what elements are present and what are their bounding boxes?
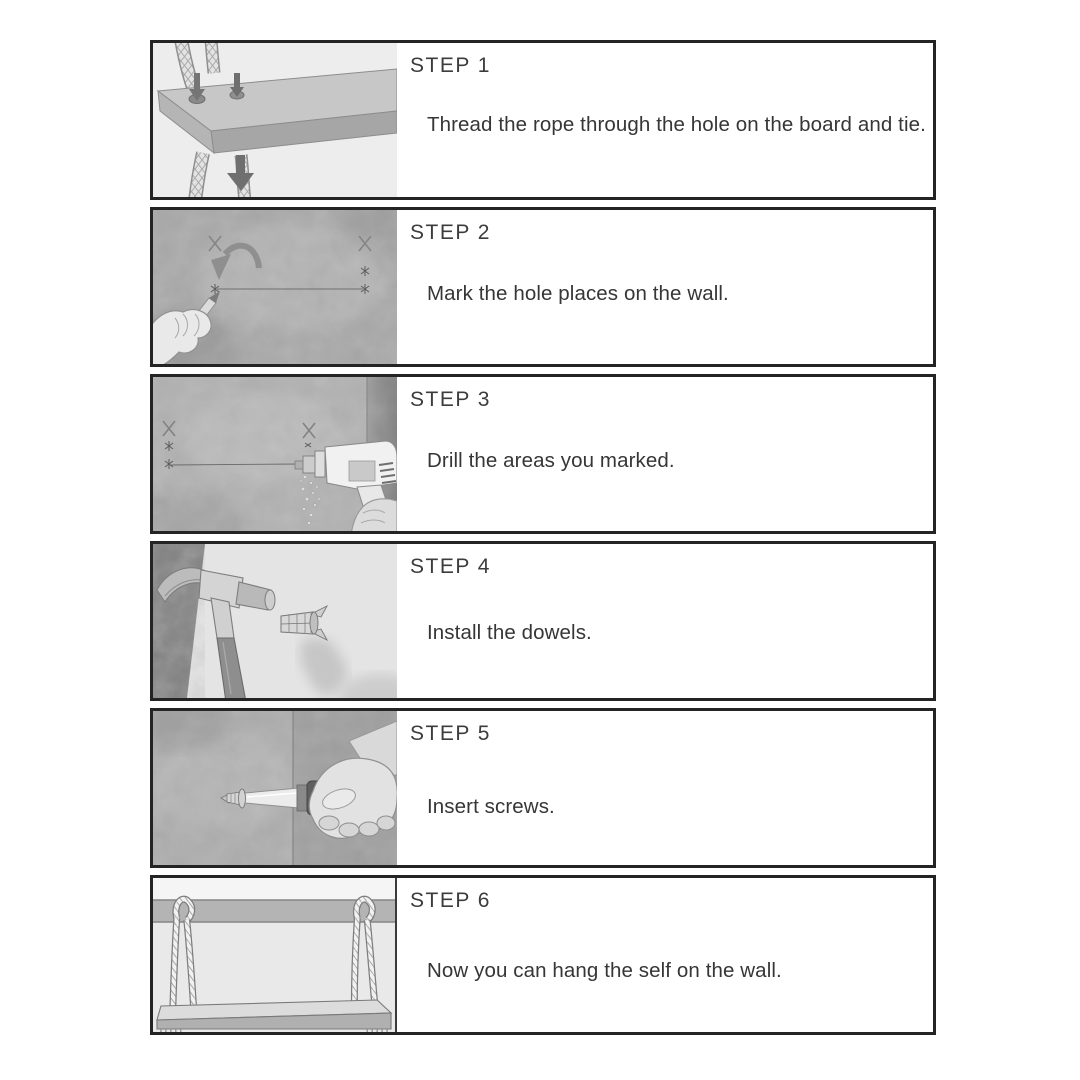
step-description: Thread the rope through the hole on the board and tie. xyxy=(427,113,926,136)
mark-wall-graphic xyxy=(153,210,397,364)
step-label: STEP 5 xyxy=(410,722,491,745)
step-1-illustration xyxy=(153,43,397,197)
shelf-board xyxy=(157,1000,391,1032)
step-description: Drill the areas you marked. xyxy=(427,449,675,472)
step-description: Install the dowels. xyxy=(427,621,592,644)
step-2-content xyxy=(397,210,933,364)
step-4-panel xyxy=(150,541,936,701)
steps-stack xyxy=(150,40,936,1035)
step-description: Insert screws. xyxy=(427,795,555,818)
step-description: Now you can hang the self on the wall. xyxy=(427,959,782,982)
step-6-illustration xyxy=(153,878,397,1032)
step-2-illustration xyxy=(153,210,397,364)
step-label: STEP 4 xyxy=(410,555,491,578)
step-3-panel xyxy=(150,374,936,534)
step-label: STEP 6 xyxy=(410,889,491,912)
step-5-content xyxy=(397,711,933,865)
step-5-illustration xyxy=(153,711,397,865)
hammer-dowel-graphic xyxy=(153,544,397,698)
step-description: Mark the hole places on the wall. xyxy=(427,282,729,305)
step-4-illustration xyxy=(153,544,397,698)
step-3-illustration xyxy=(153,377,397,531)
step-5-panel xyxy=(150,708,936,868)
drill-wall-graphic xyxy=(153,377,397,531)
insert-screw-graphic xyxy=(153,711,397,865)
step-2-panel xyxy=(150,207,936,367)
rope-through-board-graphic xyxy=(153,43,397,197)
step-4-content xyxy=(397,544,933,698)
rope xyxy=(211,43,214,73)
step-label: STEP 3 xyxy=(410,388,491,411)
step-label: STEP 1 xyxy=(410,54,491,77)
hanging-shelf-graphic xyxy=(153,878,395,1032)
step-1-panel xyxy=(150,40,936,200)
step-1-content xyxy=(397,43,933,197)
step-3-content xyxy=(397,377,933,531)
step-label: STEP 2 xyxy=(410,221,491,244)
step-6-content xyxy=(397,878,933,1032)
step-6-panel xyxy=(150,875,936,1035)
